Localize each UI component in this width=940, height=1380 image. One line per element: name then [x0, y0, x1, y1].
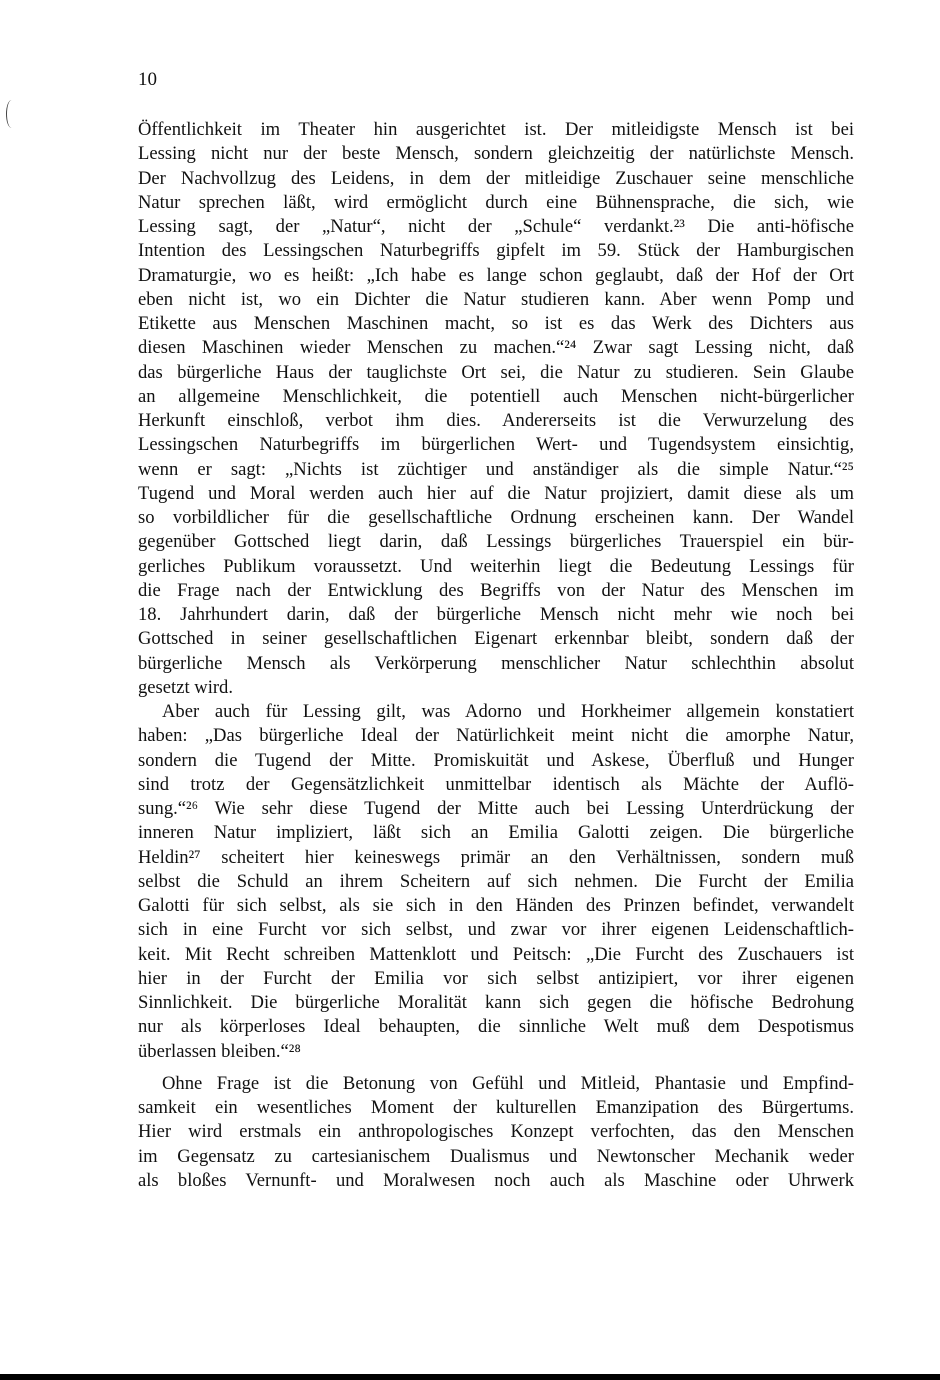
text-line: keit. Mit Recht schreiben Mattenklott und Peitsch: „Die Furcht des Zuschauers ist: [138, 943, 854, 965]
text-line: so vorbildlicher für die gesellschaftliche Ordnung erscheinen kann. Der Wandel: [138, 507, 854, 528]
text-line: Aber auch für Lessing gilt, was Adorno und Horkheimer allgemein konstatiert: [162, 701, 854, 722]
text-line: nur als körperloses Ideal behaupten, die sinnliche Welt muß dem Despotismus: [138, 1016, 854, 1038]
text-line: sind trotz der Gegensätzlichkeit unmittelbar identisch als Mächte der Auflö-: [138, 773, 854, 795]
text-line: Gottsched in seiner gesellschaftlichen Eigenart erkennbar bleibt, sondern daß der: [138, 628, 854, 650]
body-text: [138, 118, 854, 1193]
scan-margin-mark: [6, 100, 17, 128]
text-line: Natur sprechen läßt, wird ermöglicht durch eine Bühnensprache, die sich, wie: [138, 191, 854, 213]
text-line: Ohne Frage ist die Betonung von Gefühl und Mitleid, Phantasie und Empfind-: [162, 1072, 854, 1094]
text-line: sich in eine Furcht vor sich selbst, und zwar vor ihrer eigenen Leidenschaftlich-: [138, 919, 854, 941]
text-line: hier in der Furcht der Emilia vor sich selbst antizipiert, vor ihrer eigenen: [138, 967, 854, 989]
text-line: sung.“²⁶ Wie sehr diese Tugend der Mitte auch bei Lessing Unterdrückung der: [138, 798, 854, 819]
text-line: selbst die Schuld an ihrem Scheitern auf sich nehmen. Die Furcht der Emilia: [138, 870, 854, 892]
text-line: Der Nachvollzug des Leidens, in dem der mitleidige Zuschauer seine menschliche: [138, 167, 854, 189]
text-line: im Gegensatz zu cartesianischem Dualismus und Newtonscher Mechanik weder: [138, 1145, 854, 1167]
scan-bottom-edge: [0, 1374, 940, 1380]
text-line: Tugend und Moral werden auch hier auf die Natur projiziert, damit diese als um: [138, 482, 854, 504]
text-line: haben: „Das bürgerliche Ideal der Natürlichkeit meint nicht die amorphe Natur,: [138, 725, 854, 747]
paragraph-gap: [138, 1064, 854, 1072]
text-line: sondern die Tugend der Mitte. Promiskuität und Askese, Überfluß und Hunger: [138, 749, 854, 771]
text-line: wenn er sagt: „Nichts ist züchtiger und anständiger als die simple Natur.“²⁵: [138, 458, 854, 480]
text-line: inneren Natur impliziert, läßt sich an Emilia Galotti zeigen. Die bürgerliche: [138, 822, 854, 844]
text-line: Lessingschen Naturbegriffs im bürgerlichen Wert- und Tugendsystem einsichtig,: [138, 434, 854, 456]
text-line: Etikette aus Menschen Maschinen macht, so ist es das Werk des Dichters aus: [138, 313, 854, 334]
text-line: bürgerliche Mensch als Verkörperung menschlicher Natur schlechthin absolut: [138, 652, 854, 674]
text-line: Lessing nicht nur der beste Mensch, sondern gleichzeitig der natürlichste Mensch.: [138, 143, 854, 165]
text-line: Dramaturgie, wo es heißt: „Ich habe es lange schon geglaubt, daß der Hof der Ort: [138, 264, 854, 286]
text-line: Lessing sagt, der „Natur“, nicht der „Schule“ verdankt.²³ Die anti-höfische: [138, 216, 854, 237]
text-line: eben nicht ist, wo ein Dichter die Natur studieren kann. Aber wenn Pomp und: [138, 288, 854, 310]
text-line: Öffentlichkeit im Theater hin ausgerichtet ist. Der mitleidigste Mensch ist bei: [138, 119, 854, 140]
page-number: 10: [138, 69, 157, 90]
text-line: Sinnlichkeit. Die bürgerliche Moralität kann sich gegen die höfische Bedrohung: [138, 992, 854, 1013]
text-line: überlassen bleiben.“²⁸: [138, 1040, 301, 1062]
text-line: an allgemeine Menschlichkeit, die potentiell auch Menschen nicht-bürgerlicher: [138, 385, 854, 407]
text-line: Intention des Lessingschen Naturbegriffs gipfelt im 59. Stück der Hamburgischen: [138, 240, 854, 262]
text-line: Heldin²⁷ scheitert hier keineswegs primär an den Verhältnissen, sondern muß: [138, 846, 854, 868]
text-line: gesetzt wird.: [138, 676, 234, 698]
text-line: als bloßes Vernunft- und Moralwesen noch auch als Maschine oder Uhrwerk: [138, 1169, 854, 1191]
text-line: Hier wird erstmals ein anthropologisches Konzept verfochten, das den Menschen: [138, 1121, 854, 1143]
text-line: Galotti für sich selbst, als sie sich in den Händen des Prinzen befindet, verwandelt: [138, 895, 854, 916]
text-line: das bürgerliche Haus der tauglichste Ort sei, die Natur zu studieren. Sein Glaube: [138, 361, 854, 383]
text-line: gegenüber Gottsched liegt darin, daß Lessings bürgerliches Trauerspiel ein bür-: [138, 531, 854, 553]
text-line: die Frage nach der Entwicklung des Begriffs von der Natur des Menschen im: [138, 579, 854, 601]
text-line: 18. Jahrhundert darin, daß der bürgerliche Mensch nicht mehr wie noch bei: [138, 604, 854, 625]
text-line: samkeit ein wesentliches Moment der kulturellen Emanzipation des Bürgertums.: [138, 1097, 854, 1118]
text-line: Herkunft einschloß, verbot ihm dies. Andererseits ist die Verwurzelung des: [138, 410, 854, 431]
text-line: gerliches Publikum voraussetzt. Und weiterhin liegt die Bedeutung Lessings für: [138, 555, 854, 577]
text-line: diesen Maschinen wieder Menschen zu machen.“²⁴ Zwar sagt Lessing nicht, daß: [138, 337, 854, 359]
